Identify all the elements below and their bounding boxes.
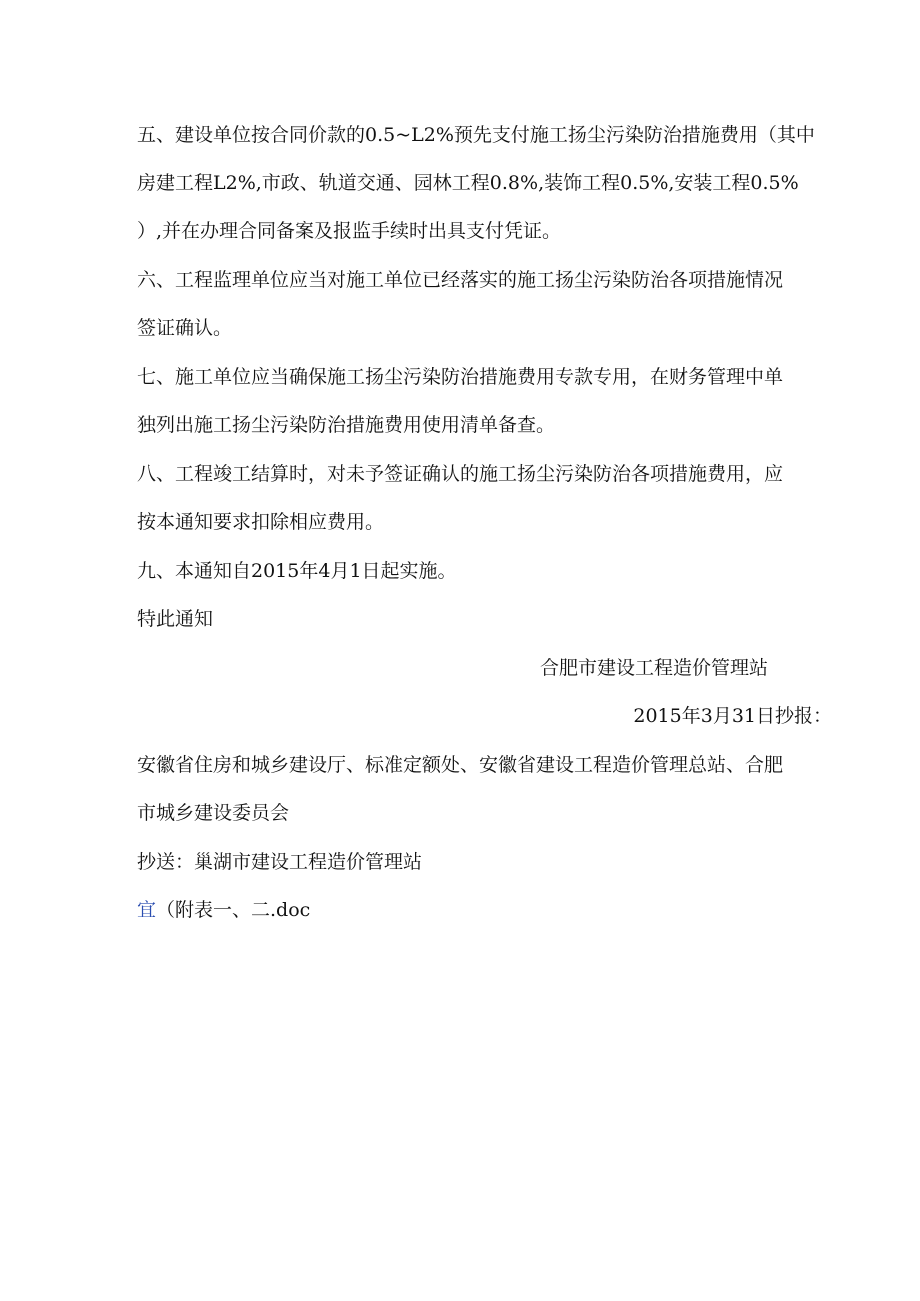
item5-line1: 五、建设单位按合同价款的0.5~L2%预先支付施工扬尘污染防治措施费用（其中 <box>137 124 815 146</box>
issuer-name: 合肥市建设工程造价管理站 <box>540 657 769 679</box>
item7-line1: 七、施工单位应当确保施工扬尘污染防治措施费用专款专用，在财务管理中单 <box>137 366 784 388</box>
copy-to-line: 抄送：巢湖市建设工程造价管理站 <box>137 851 423 873</box>
closing-text: 特此通知 <box>137 608 214 630</box>
item5-line2: 房建工程L2%,市政、轨道交通、园林工程0.8%,装饰工程0.5%,安装工程0.5% <box>137 172 799 194</box>
item9-line: 九、本通知自2015年4月1日起实施。 <box>137 560 457 582</box>
report-date: 2015年3月31日抄报： <box>633 705 832 727</box>
report-to-line1: 安徽省住房和城乡建设厅、标准定额处、安徽省建设工程造价管理总站、合肥 <box>137 754 784 776</box>
item5-line3: ）,并在办理合同备案及报监手续时出具支付凭证。 <box>137 220 562 242</box>
attachment-label[interactable]: （附表一、二.doc <box>156 899 311 921</box>
item6-line1: 六、工程监理单位应当对施工单位已经落实的施工扬尘污染防治各项措施情况 <box>137 269 784 291</box>
report-to-line2: 市城乡建设委员会 <box>137 802 290 824</box>
attachment-link[interactable] <box>137 898 837 922</box>
item7-line2: 独列出施工扬尘污染防治措施费用使用清单备查。 <box>137 414 556 436</box>
attachment-icon[interactable]: 宜 <box>137 899 157 921</box>
item6-line2: 签证确认。 <box>137 317 233 339</box>
item8-line1: 八、工程竣工结算时，对未予签证确认的施工扬尘污染防治各项措施费用，应 <box>137 463 784 485</box>
item8-line2: 按本通知要求扣除相应费用。 <box>137 511 385 533</box>
